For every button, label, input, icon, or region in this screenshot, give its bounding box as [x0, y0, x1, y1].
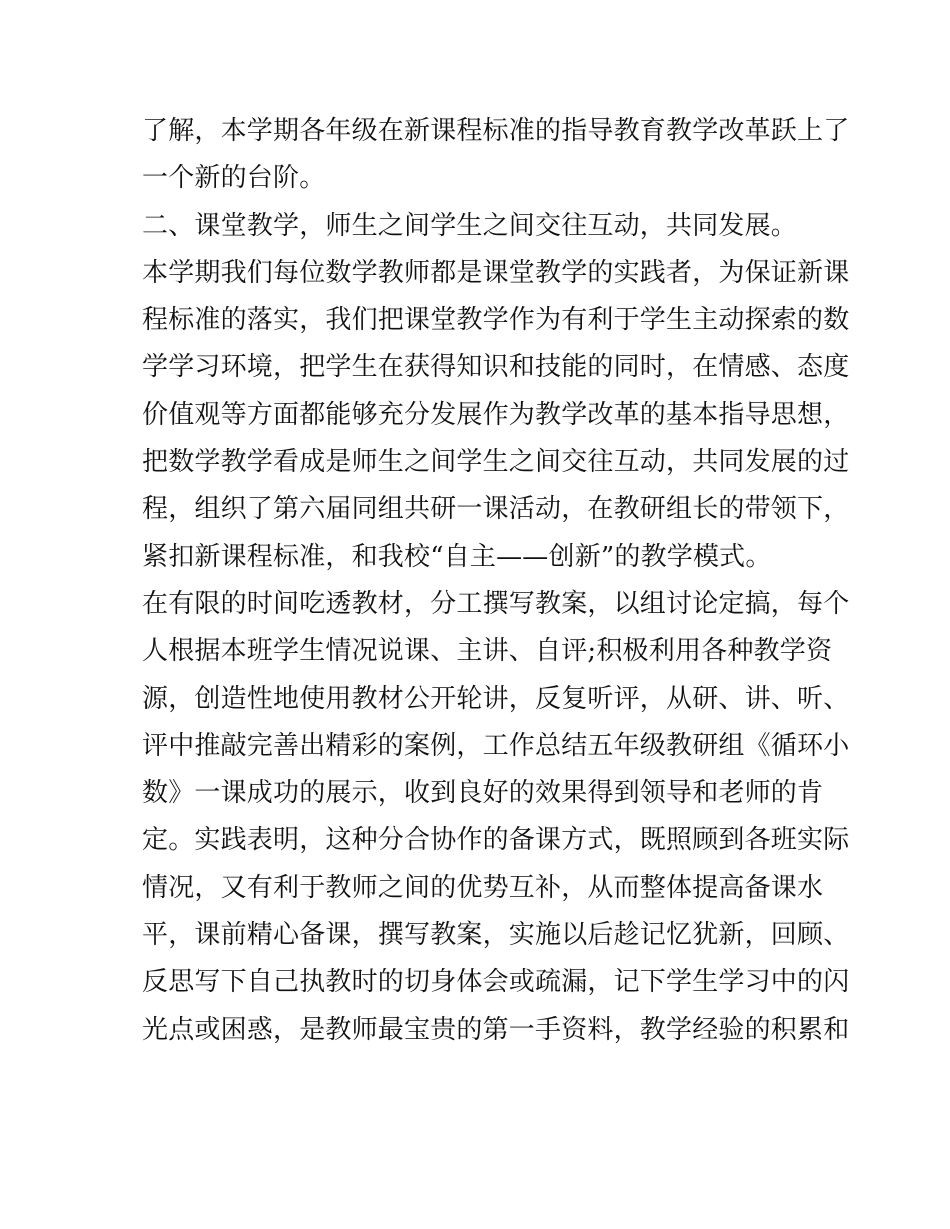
text-line: 定。实践表明，这种分合协作的备课方式，既照顾到各班实际	[142, 825, 850, 856]
text-line: 源，创造性地使用教材公开轮讲，反复听评，从研、讲、听、	[142, 683, 850, 714]
text-line: 光点或困惑，是教师最宝贵的第一手资料，教学经验的积累和	[142, 1014, 850, 1045]
section-heading: 二、课堂教学，师生之间学生之间交往互动，共同发展。	[142, 210, 798, 241]
text-line: 程，组织了第六届同组共研一课活动，在教研组长的带领下，	[142, 494, 850, 525]
text-line: 了解，本学期各年级在新课程标准的指导教育教学改革跃上了	[142, 116, 850, 146]
text-line: 情况，又有利于教师之间的优势互补，从而整体提高备课水	[142, 872, 824, 903]
text-line: 本学期我们每位数学教师都是课堂教学的实践者，为保证新课	[142, 257, 850, 288]
text-line: 反思写下自己执教时的切身体会或疏漏，记下学生学习中的闪	[142, 967, 850, 998]
text-line: 人根据本班学生情况说课、主讲、自评;积极利用各种教学资	[142, 636, 833, 667]
text-line: 把数学教学看成是师生之间学生之间交往互动，共同发展的过	[142, 447, 850, 478]
text-line: 价值观等方面都能够充分发展作为教学改革的基本指导思想，	[142, 399, 850, 430]
text-line: 一个新的台阶。	[142, 163, 326, 194]
text-line: 数》一课成功的展示，收到良好的效果得到领导和老师的肯	[142, 778, 824, 809]
text-line: 在有限的时间吃透教材，分工撰写教案，以组讨论定搞，每个	[142, 588, 850, 619]
body-text	[142, 108, 850, 1054]
text-line: 平，课前精心备课，撰写教案，实施以后趁记忆犹新，回顾、	[142, 920, 850, 951]
text-line: 学学习环境，把学生在获得知识和技能的同时，在情感、态度	[142, 352, 850, 383]
text-line: 评中推敲完善出精彩的案例，工作总结五年级教研组《循环小	[142, 730, 850, 761]
text-line: 紧扣新课程标准，和我校“自主——创新”的教学模式。	[142, 541, 772, 572]
text-line: 程标准的落实，我们把课堂教学作为有利于学生主动探索的数	[142, 305, 850, 336]
